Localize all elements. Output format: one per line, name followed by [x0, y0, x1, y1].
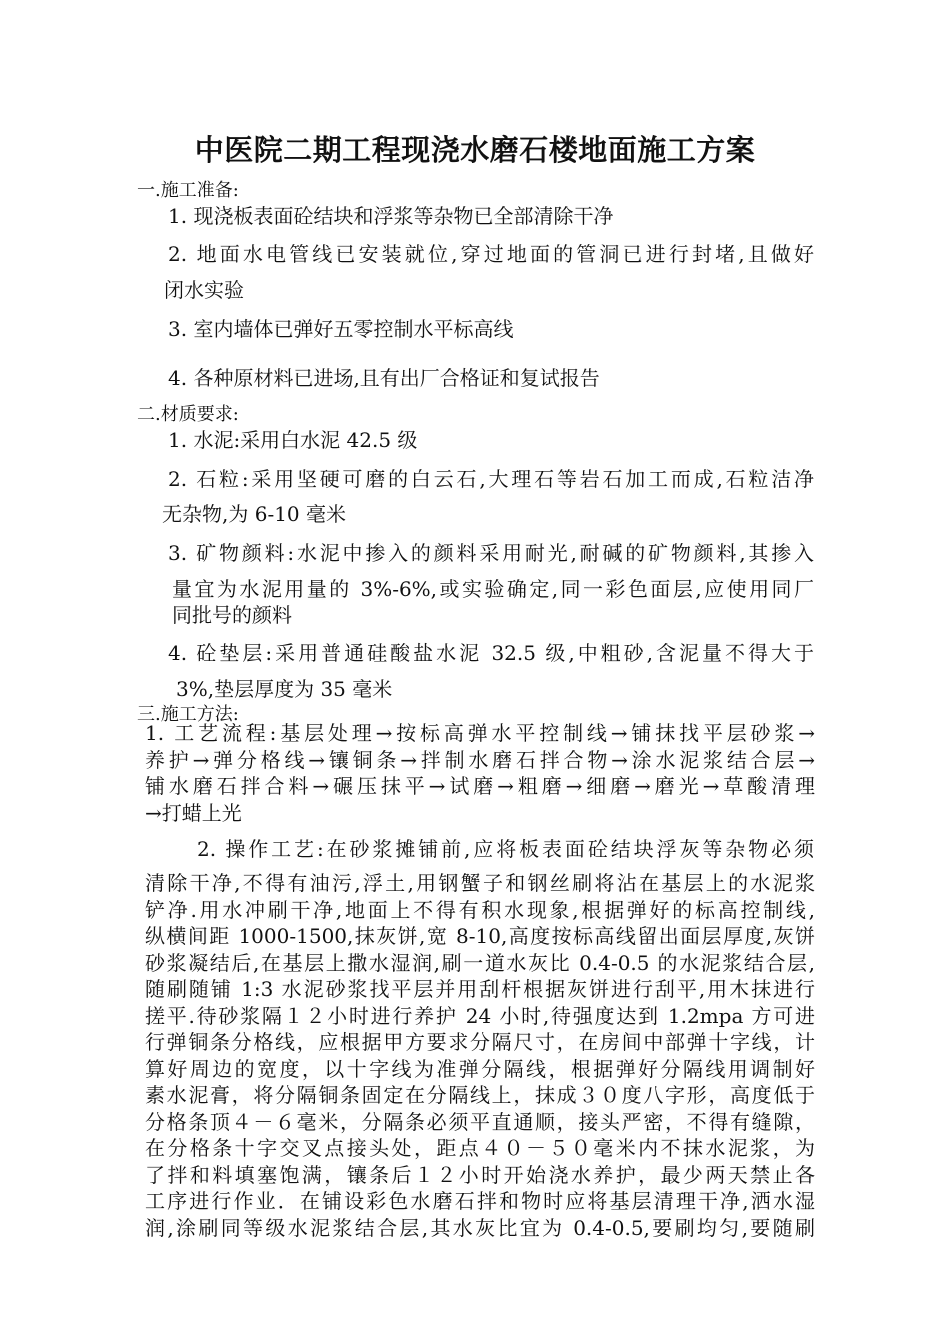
section-heading-methods: 三.施工方法: — [137, 704, 239, 725]
operation-line: 了拌和料填塞饱满，镶条后１２小时开始浇水养护，最少两天禁止各 — [145, 1162, 815, 1187]
section-heading-materials: 二.材质要求: — [137, 404, 239, 425]
operation-line: 铲净.用水冲刷干净,地面上不得有积水现象,根据弹好的标高控制线, — [145, 897, 815, 922]
operation-line: 润,涂刷同等级水泥浆结合层,其水灰比宜为 0.4-0.5,要刷均匀,要随刷 — [145, 1215, 815, 1240]
document-title: 中医院二期工程现浇水磨石楼地面施工方案 — [194, 133, 756, 167]
material-item-1: 1. 水泥:采用白水泥 42.5 级 — [168, 428, 418, 452]
prep-item-3: 3. 室内墙体已弹好五零控制水平标高线 — [168, 317, 514, 341]
prep-item-1: 1. 现浇板表面砼结块和浮浆等杂物已全部清除干净 — [168, 204, 614, 228]
operation-line: 砂浆凝结后,在基层上撒水湿润,刷一道水灰比 0.4-0.5 的水泥浆结合层, — [145, 950, 815, 975]
process-line: →打蜡上光 — [145, 800, 242, 825]
material-item-4: 4. 砼垫层:采用普通硅酸盐水泥 32.5 级,中粗砂,含泥量不得大于 — [168, 641, 814, 665]
operation-line: 行弹铜条分格线，应根据甲方要求分隔尺寸，在房间中部弹十字线，计 — [145, 1030, 815, 1054]
process-line: 1. 工艺流程:基层处理→按标高弹水平控制线→铺抹找平层砂浆→ — [145, 721, 815, 745]
operation-line: 工序进行作业．在铺设彩色水磨石拌和物时应将基层清理干净,洒水湿 — [145, 1189, 815, 1213]
material-item-2-cont: 无杂物,为 6-10 毫米 — [162, 502, 347, 526]
process-flow-paragraph — [145, 720, 815, 826]
prep-item-2: 2. 地面水电管线已安装就位,穿过地面的管洞已进行封堵,且做好 — [168, 242, 814, 266]
process-line: 养护→弹分格线→镶铜条→拌制水磨石拌合物→涂水泥浆结合层→ — [145, 747, 815, 772]
prep-item-4: 4. 各种原材料已进场,且有出厂合格证和复试报告 — [168, 366, 600, 390]
prep-item-2-cont: 闭水实验 — [164, 278, 244, 302]
material-item-3: 3. 矿物颜料:水泥中掺入的颜料采用耐光,耐碱的矿物颜料,其掺入 — [168, 541, 814, 565]
operation-line: 素水泥膏，将分隔铜条固定在分隔线上，抹成３０度八字形，高度低于 — [145, 1083, 815, 1107]
operation-line: 算好周边的宽度，以十字线为准弹分隔线，根据弹好分隔线用调制好 — [145, 1056, 815, 1081]
operation-line: 随刷随铺 1:3 水泥砂浆找平层并用刮杆根据灰饼进行刮平,用木抹进行 — [145, 977, 815, 1001]
material-item-3-cont-1: 量宜为水泥用量的 3%-6%,或实验确定,同一彩色面层,应使用同厂 — [172, 577, 814, 601]
operation-line: 分格条顶４－６毫米，分隔条必须平直通顺，接头严密，不得有缝隙， — [145, 1109, 815, 1134]
operation-first-line: 2. 操作工艺:在砂浆摊铺前,应将板表面砼结块浮灰等杂物必须 — [197, 837, 814, 861]
operation-line: 搓平.待砂浆隔１２小时进行养护 24 小时,待强度达到 1.2mpa 方可进 — [145, 1003, 815, 1028]
process-line: 铺水磨石拌合料→碾压抹平→试磨→粗磨→细磨→磨光→草酸清理 — [145, 774, 815, 798]
material-item-3-cont-2: 同批号的颜料 — [172, 603, 292, 627]
operation-paragraph — [145, 870, 815, 1241]
material-item-4-cont: 3%,垫层厚度为 35 毫米 — [176, 677, 393, 701]
operation-line: 纵横间距 1000-1500,抹灰饼,宽 8-10,高度按标高线留出面层厚度,灰饼 — [145, 924, 815, 948]
material-item-2: 2. 石粒:采用坚硬可磨的白云石,大理石等岩石加工而成,石粒洁净 — [168, 467, 814, 491]
operation-line: 清除干净,不得有油污,浮土,用钢蟹子和钢丝刷将沾在基层上的水泥浆 — [145, 871, 815, 895]
operation-line: 在分格条十字交叉点接头处，距点４０－５０毫米内不抹水泥浆，为 — [145, 1136, 815, 1160]
section-heading-preparation: 一.施工准备: — [137, 180, 239, 201]
